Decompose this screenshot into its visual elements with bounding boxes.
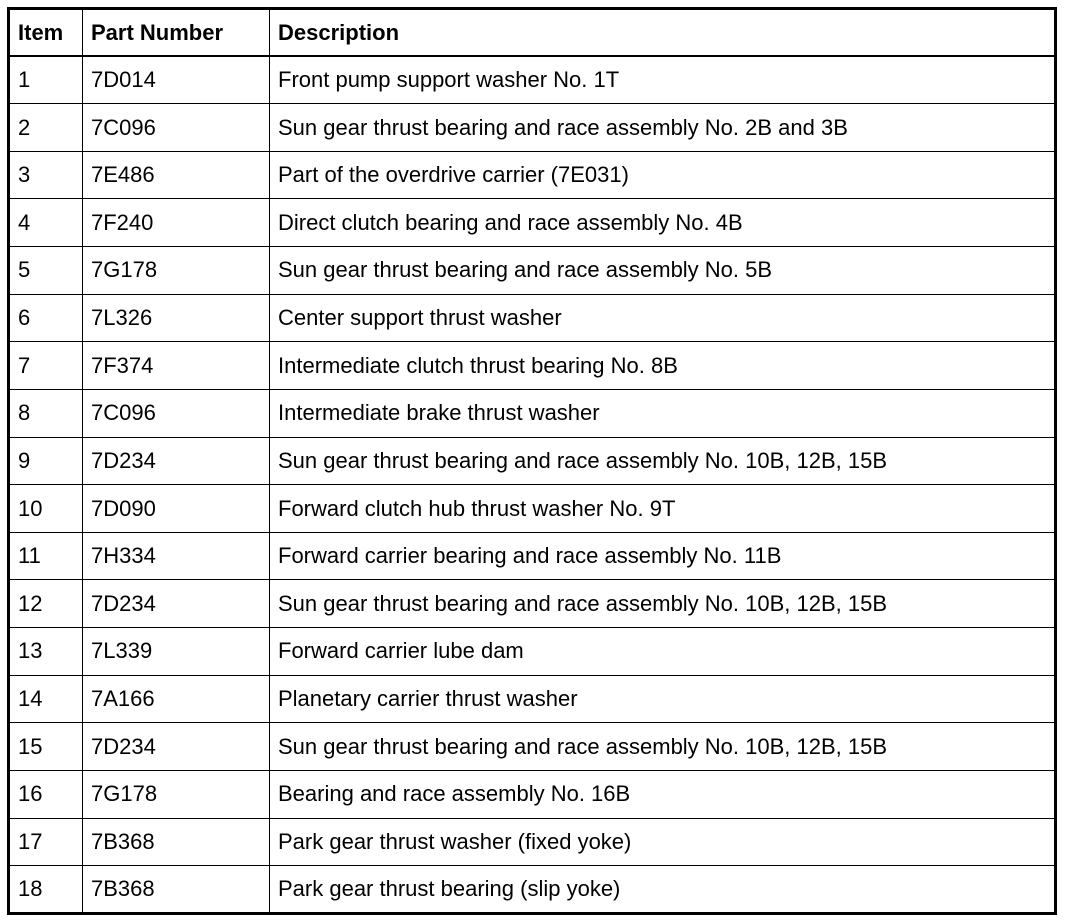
cell-item: 7 bbox=[9, 342, 83, 390]
table-body bbox=[9, 56, 1056, 913]
cell-part-number: 7C096 bbox=[83, 104, 270, 152]
header-part-number: Part Number bbox=[83, 9, 270, 57]
table-row bbox=[9, 247, 1056, 295]
header-item: Item bbox=[9, 9, 83, 57]
cell-item: 2 bbox=[9, 104, 83, 152]
table-row bbox=[9, 818, 1056, 866]
table-row bbox=[9, 342, 1056, 390]
cell-item: 18 bbox=[9, 866, 83, 914]
cell-description: Planetary carrier thrust washer bbox=[270, 675, 1056, 723]
cell-part-number: 7D234 bbox=[83, 580, 270, 628]
cell-item: 5 bbox=[9, 247, 83, 295]
table-row bbox=[9, 151, 1056, 199]
cell-part-number: 7D090 bbox=[83, 485, 270, 533]
cell-part-number: 7A166 bbox=[83, 675, 270, 723]
table-row bbox=[9, 199, 1056, 247]
cell-item: 4 bbox=[9, 199, 83, 247]
cell-part-number: 7F374 bbox=[83, 342, 270, 390]
table-row bbox=[9, 104, 1056, 152]
cell-part-number: 7H334 bbox=[83, 532, 270, 580]
cell-item: 8 bbox=[9, 389, 83, 437]
cell-part-number: 7L339 bbox=[83, 628, 270, 676]
cell-item: 13 bbox=[9, 628, 83, 676]
cell-part-number: 7G178 bbox=[83, 247, 270, 295]
table-row bbox=[9, 294, 1056, 342]
cell-part-number: 7F240 bbox=[83, 199, 270, 247]
cell-part-number: 7B368 bbox=[83, 818, 270, 866]
cell-description: Forward carrier bearing and race assembly No. 11B bbox=[270, 532, 1056, 580]
cell-description: Park gear thrust bearing (slip yoke) bbox=[270, 866, 1056, 914]
cell-part-number: 7D014 bbox=[83, 56, 270, 104]
cell-description: Front pump support washer No. 1T bbox=[270, 56, 1056, 104]
cell-description: Direct clutch bearing and race assembly No. 4B bbox=[270, 199, 1056, 247]
table-row bbox=[9, 675, 1056, 723]
cell-description: Sun gear thrust bearing and race assembly No. 2B and 3B bbox=[270, 104, 1056, 152]
table-row bbox=[9, 389, 1056, 437]
cell-description: Center support thrust washer bbox=[270, 294, 1056, 342]
header-row bbox=[9, 9, 1056, 57]
cell-item: 15 bbox=[9, 723, 83, 771]
cell-description: Intermediate clutch thrust bearing No. 8B bbox=[270, 342, 1056, 390]
cell-item: 11 bbox=[9, 532, 83, 580]
cell-item: 10 bbox=[9, 485, 83, 533]
table-header bbox=[9, 9, 1056, 57]
cell-description: Park gear thrust washer (fixed yoke) bbox=[270, 818, 1056, 866]
cell-description: Intermediate brake thrust washer bbox=[270, 389, 1056, 437]
table-row bbox=[9, 580, 1056, 628]
table-row bbox=[9, 485, 1056, 533]
table-row bbox=[9, 866, 1056, 914]
table-row bbox=[9, 56, 1056, 104]
cell-description: Forward carrier lube dam bbox=[270, 628, 1056, 676]
cell-description: Sun gear thrust bearing and race assembly No. 10B, 12B, 15B bbox=[270, 580, 1056, 628]
table-row bbox=[9, 628, 1056, 676]
cell-item: 1 bbox=[9, 56, 83, 104]
parts-table bbox=[7, 7, 1057, 915]
cell-description: Part of the overdrive carrier (7E031) bbox=[270, 151, 1056, 199]
cell-item: 6 bbox=[9, 294, 83, 342]
table-row bbox=[9, 437, 1056, 485]
table-row bbox=[9, 532, 1056, 580]
cell-item: 17 bbox=[9, 818, 83, 866]
cell-description: Sun gear thrust bearing and race assembly No. 10B, 12B, 15B bbox=[270, 437, 1056, 485]
cell-item: 12 bbox=[9, 580, 83, 628]
cell-description: Sun gear thrust bearing and race assembly No. 5B bbox=[270, 247, 1056, 295]
cell-description: Bearing and race assembly No. 16B bbox=[270, 770, 1056, 818]
cell-part-number: 7B368 bbox=[83, 866, 270, 914]
table-row bbox=[9, 723, 1056, 771]
cell-item: 9 bbox=[9, 437, 83, 485]
cell-part-number: 7G178 bbox=[83, 770, 270, 818]
cell-item: 3 bbox=[9, 151, 83, 199]
cell-item: 16 bbox=[9, 770, 83, 818]
cell-item: 14 bbox=[9, 675, 83, 723]
cell-part-number: 7C096 bbox=[83, 389, 270, 437]
cell-part-number: 7D234 bbox=[83, 723, 270, 771]
cell-description: Forward clutch hub thrust washer No. 9T bbox=[270, 485, 1056, 533]
cell-description: Sun gear thrust bearing and race assembly No. 10B, 12B, 15B bbox=[270, 723, 1056, 771]
cell-part-number: 7E486 bbox=[83, 151, 270, 199]
cell-part-number: 7L326 bbox=[83, 294, 270, 342]
header-description: Description bbox=[270, 9, 1056, 57]
cell-part-number: 7D234 bbox=[83, 437, 270, 485]
table-row bbox=[9, 770, 1056, 818]
